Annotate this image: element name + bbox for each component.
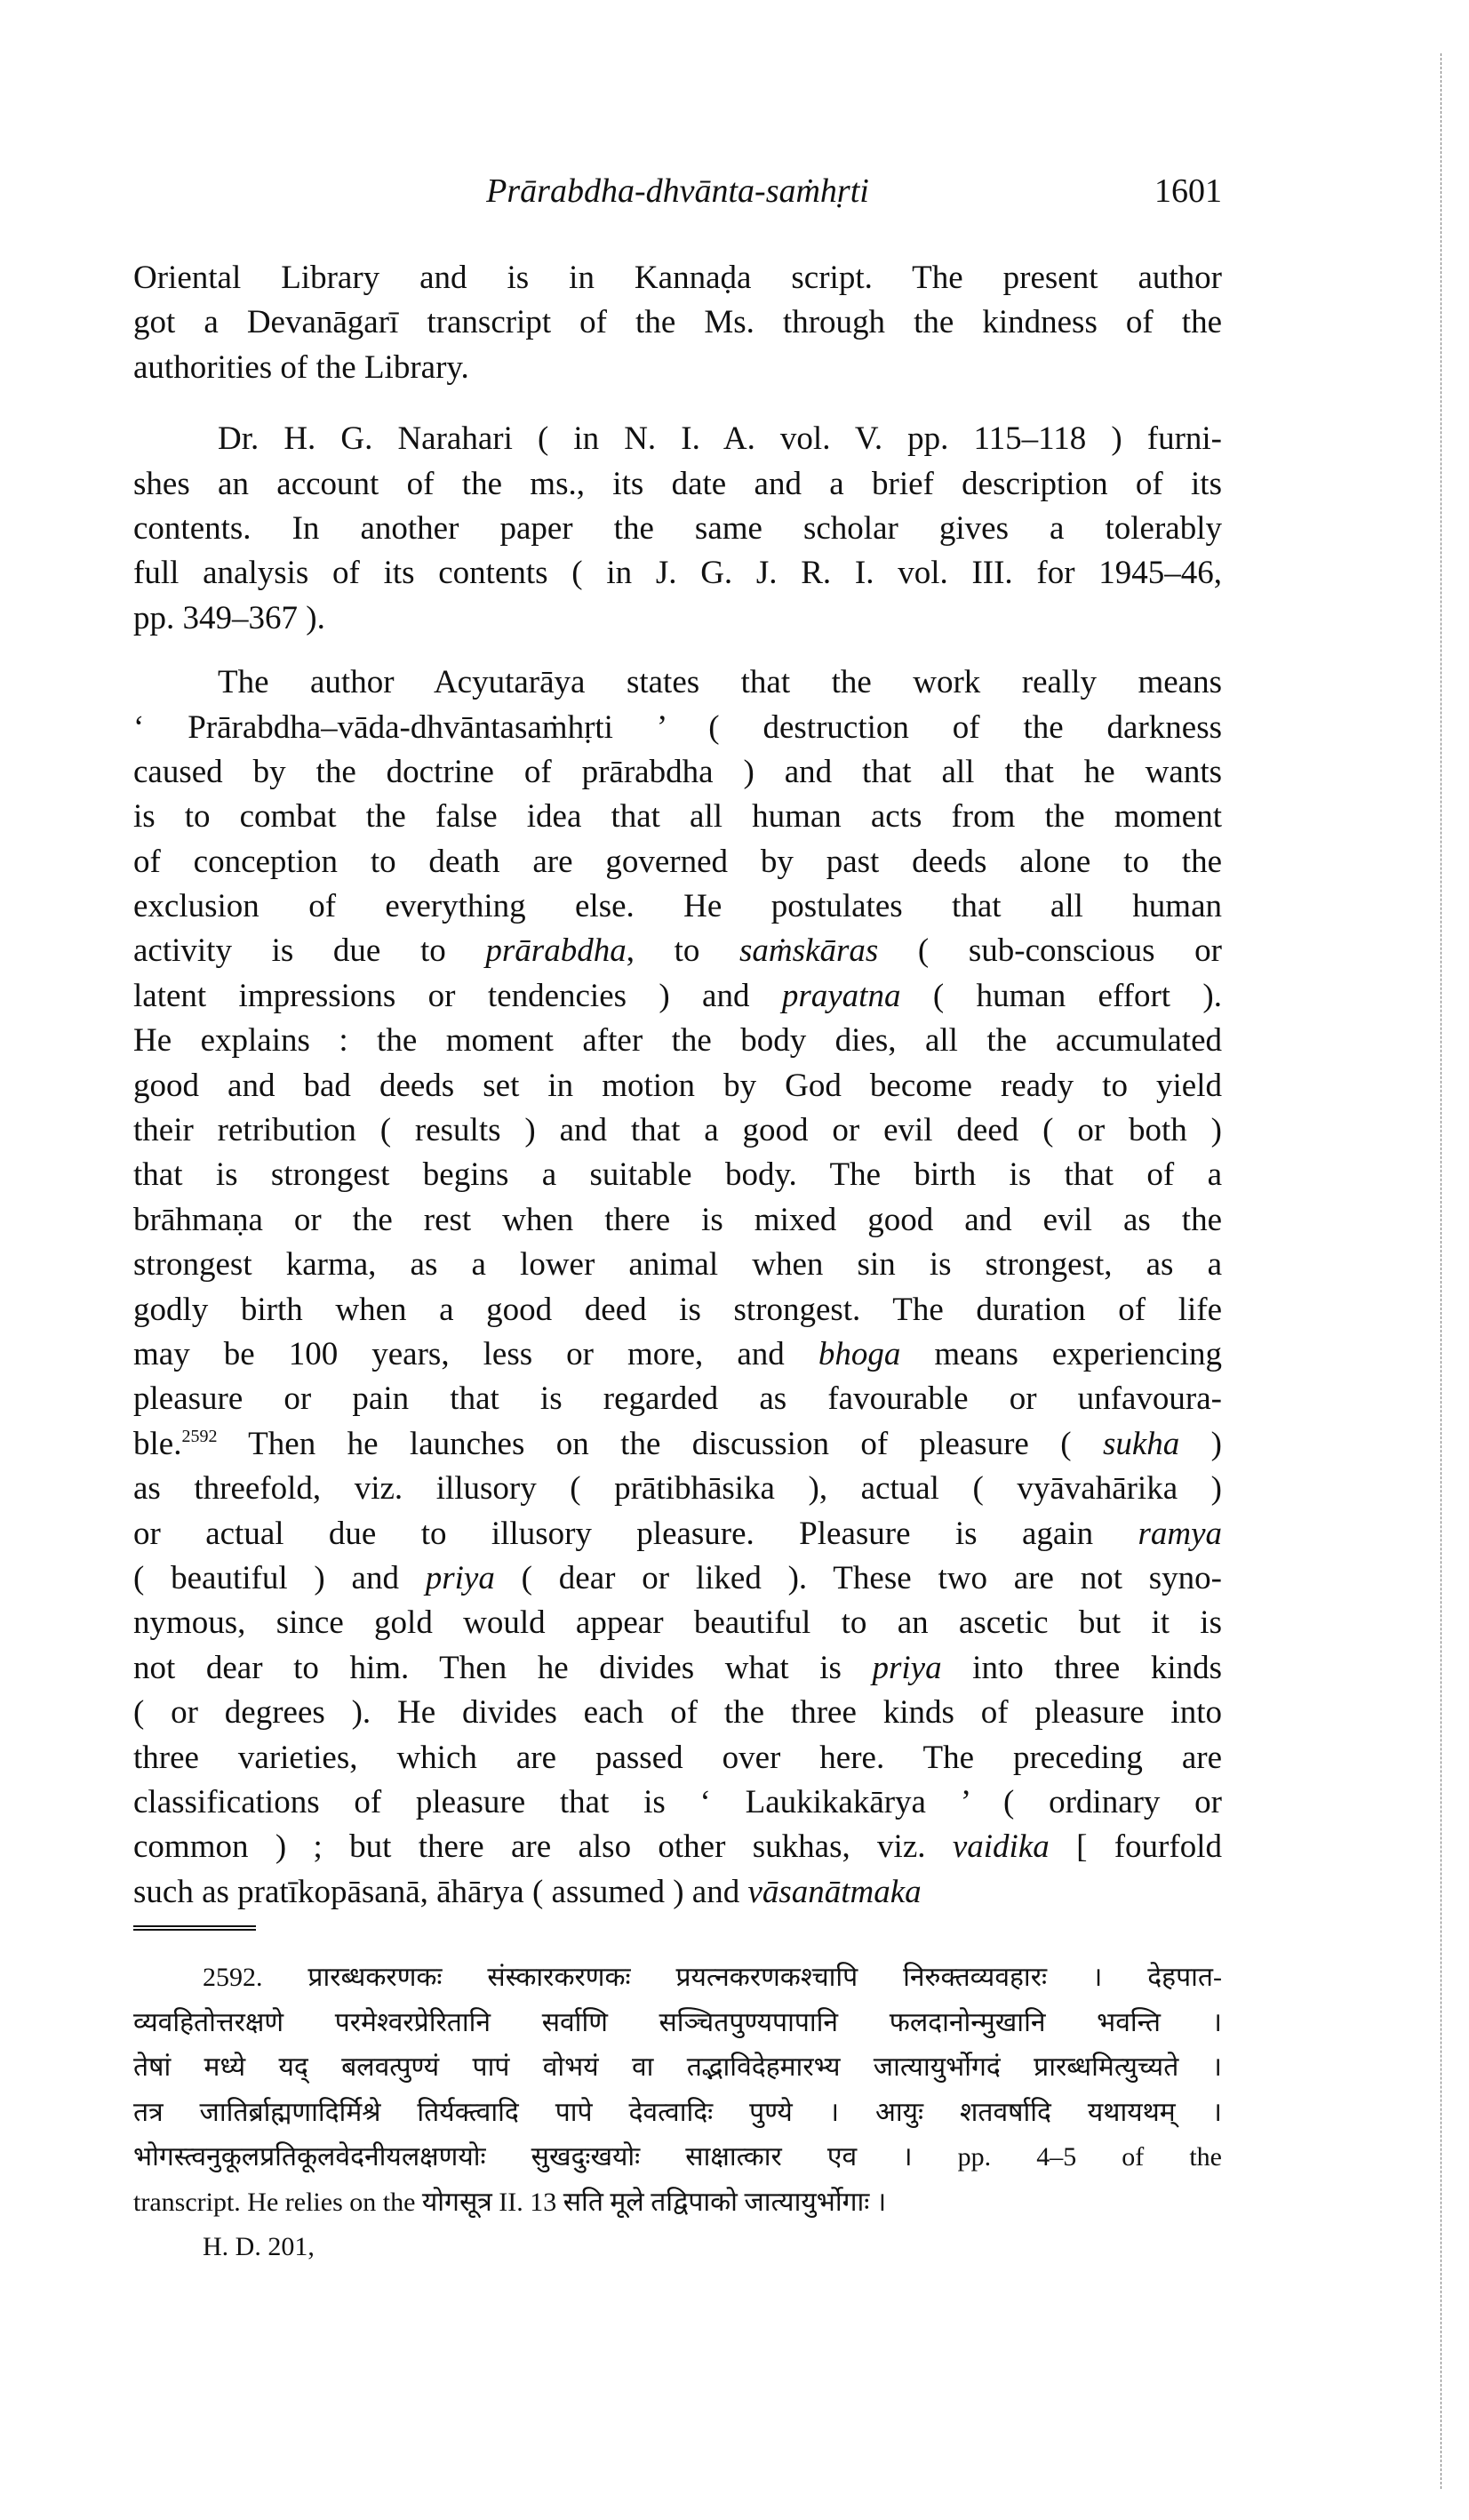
italic-term: priya [425, 1559, 495, 1596]
text-segment: activity is due to [133, 932, 486, 970]
text-segment: ) [1179, 1425, 1222, 1462]
italic-term: ramya [1138, 1515, 1222, 1552]
text-line [133, 1422, 1222, 1467]
text-segment: is to combat the false idea that all human acts from the moment [133, 798, 1222, 836]
text-segment: ( sub-conscious or [878, 932, 1222, 970]
footnote-line: H. D. 201, [203, 2232, 315, 2261]
italic-term: priya [872, 1649, 942, 1686]
text-line [133, 1243, 1222, 1287]
text-line [133, 1646, 1222, 1691]
paragraph [133, 660, 1222, 1915]
text-line [133, 750, 1222, 795]
footnote-line: व्यवहितोत्तरक्षणे परमेश्वरप्रेरितानि सर्वाणि सञ्चितपुण्यपापानि फलदानोन्मुखानि भवन्ति । [133, 2007, 1222, 2037]
text-line [133, 1198, 1222, 1243]
text-segment: pp. 349–367 ). [133, 599, 325, 636]
text-line [133, 300, 1222, 345]
text-segment: three varieties, which are passed over here. The preceding are [133, 1739, 1222, 1776]
text-line [133, 974, 1222, 1019]
text-segment: ( dear or liked ). These two are not syno- [494, 1559, 1222, 1596]
text-segment: as threefold, viz. illusory ( prātibhāsika ), actual ( vyāvahārika ) [133, 1470, 1222, 1508]
text-segment: common ) ; but there are also other sukhas, viz. [133, 1828, 953, 1866]
running-head [133, 169, 1222, 213]
text-segment: such as pratīkopāsanā, āhārya ( assumed ) and [133, 1873, 748, 1910]
text-segment: means experiencing [900, 1335, 1222, 1372]
footnotes [133, 1956, 1222, 2270]
text-line [133, 1736, 1222, 1780]
text-line [133, 795, 1222, 839]
text-line [133, 1825, 1222, 1869]
text-segment: He explains : the moment after the body dies, all the accumulated [133, 1022, 1222, 1060]
italic-term: prārabdha [485, 932, 627, 970]
text-segment: shes an account of the ms., its date and a brief description of its [133, 465, 1222, 502]
text-segment: brāhmaṇa or the rest when there is mixed good and evil as the [133, 1201, 1222, 1238]
text-segment: Dr. H. G. Narahari ( in N. I. A. vol. V. pp. 115–118 ) furni- [218, 420, 1222, 458]
text-segment: contents. In another paper the same scholar gives a tolerably [133, 509, 1222, 547]
text-segment: ( or degrees ). He divides each of the three kinds of pleasure into [133, 1694, 1222, 1732]
text-line [133, 462, 1222, 507]
text-segment: full analysis of its contents ( in J. G. J. R. I. vol. III. for 1945–46, [133, 555, 1222, 592]
text-segment: ble. [133, 1425, 182, 1462]
text-line [133, 1467, 1222, 1511]
italic-term: prayatna [781, 977, 901, 1014]
text-line [133, 1691, 1222, 1735]
text-line [133, 929, 1222, 973]
text-segment: ( beautiful ) and [133, 1559, 426, 1596]
text-line [133, 507, 1222, 551]
italic-term: vaidika [952, 1828, 1050, 1866]
text-segment: that is strongest begins a suitable body. The birth is that of a [133, 1156, 1222, 1194]
text-line [133, 417, 1222, 461]
text-segment: , to [626, 932, 740, 970]
text-segment: got a Devanāgarī transcript of the Ms. through the kindness of the [133, 304, 1222, 341]
text-line [133, 1288, 1222, 1332]
text-segment: caused by the doctrine of prārabdha ) and that all that he wants [133, 753, 1222, 790]
text-line [133, 256, 1222, 300]
footnote-line: transcript. He relies on the योगसूत्र II. 13 सति मूले तद्विपाको जात्यायुर्भोगाः । [133, 2187, 887, 2217]
footnote-line: भोगस्त्वनुकूलप्रतिकूलवेदनीयलक्षणयोः सुखदुःखयोः साक्षात्कार एव । pp. 4–5 of the [133, 2142, 1222, 2172]
text-segment: The author Acyutarāya states that the work really means [218, 664, 1222, 701]
text-line [133, 1512, 1222, 1556]
text-line [133, 1377, 1222, 1421]
text-segment: Oriental Library and is in Kannaḍa script. The present author [133, 260, 1222, 296]
text-line [133, 706, 1222, 750]
paragraph [133, 256, 1222, 390]
text-line [133, 1601, 1222, 1645]
footnote-rule [133, 1925, 256, 1931]
running-title: Prārabdha-dhvānta-saṁhṛti [486, 172, 869, 210]
text-line [133, 1064, 1222, 1108]
text-segment: or actual due to illusory pleasure. Pleasure is again [133, 1515, 1138, 1552]
italic-term: bhoga [818, 1335, 901, 1372]
text-segment: classifications of pleasure that is ‘ Laukikakārya ’ ( ordinary or [133, 1783, 1222, 1820]
footnote-reference: 2592 [181, 1426, 218, 1446]
text-segment: latent impressions or tendencies ) and [133, 977, 782, 1014]
footnote-line: 2592. प्रारब्धकरणकः संस्कारकरणकः प्रयत्नकरणकश्चापि निरुक्तव्यवहारः । देहपात- [203, 1963, 1222, 1992]
text-segment: pleasure or pain that is regarded as favourable or unfavoura- [133, 1380, 1222, 1418]
text-segment: Then he launches on the discussion of pleasure ( [217, 1425, 1103, 1462]
text-line [133, 660, 1222, 705]
text-segment: good and bad deeds set in motion by God become ready to yield [133, 1067, 1222, 1104]
text-line [133, 1870, 1222, 1915]
text-line [133, 1108, 1222, 1153]
text-line [133, 346, 1222, 390]
text-line [133, 1332, 1222, 1377]
text-segment: of conception to death are governed by past deeds alone to the [133, 843, 1222, 880]
text-segment: [ fourfold [1049, 1828, 1222, 1866]
text-segment: exclusion of everything else. He postulates that all human [133, 888, 1222, 925]
text-segment: authorities of the Library. [133, 348, 469, 386]
text-segment: may be 100 years, less or more, and [133, 1335, 818, 1372]
text-line [133, 1556, 1222, 1601]
text-segment: nymous, since gold would appear beautiful to an ascetic but it is [133, 1604, 1222, 1642]
text-segment: ( human effort ). [900, 977, 1222, 1014]
italic-term: saṁskāras [739, 932, 879, 970]
text-line [133, 1019, 1222, 1063]
italic-term: sukha [1102, 1425, 1180, 1462]
text-line [133, 884, 1222, 929]
paragraph [133, 417, 1222, 641]
text-line [133, 1153, 1222, 1197]
italic-term: vāsanātmaka [747, 1873, 922, 1910]
text-line [133, 596, 1222, 641]
text-line [133, 840, 1222, 884]
body-text [133, 256, 1222, 1915]
text-segment: strongest karma, as a lower animal when sin is strongest, as a [133, 1246, 1222, 1284]
text-segment: godly birth when a good deed is strongest. The duration of life [133, 1291, 1222, 1328]
text-line [133, 551, 1222, 596]
page-number: 1601 [1154, 172, 1222, 210]
footnote-line: तत्र जातिर्ब्राह्मणादिर्मिश्रे तिर्यक्त्वादि पापे देवत्वादिः पुण्ये । आयुः शतवर्षादि यथायथम् । [133, 2097, 1222, 2127]
footnote-line: तेषां मध्ये यद् बलवत्पुण्यं पापं वोभयं वा तद्भाविदेहमारभ्य जात्यायुर्भोगदं प्रारब्धमित्युच्यते । [133, 2052, 1222, 2082]
text-segment: ‘ Prārabdha–vāda-dhvāntasaṁhṛti ’ ( destruction of the darkness [133, 708, 1222, 746]
text-line [133, 1780, 1222, 1825]
text-segment: not dear to him. Then he divides what is [133, 1649, 873, 1686]
text-segment: their retribution ( results ) and that a good or evil deed ( or both ) [133, 1112, 1222, 1149]
text-segment: into three kinds [941, 1649, 1222, 1686]
